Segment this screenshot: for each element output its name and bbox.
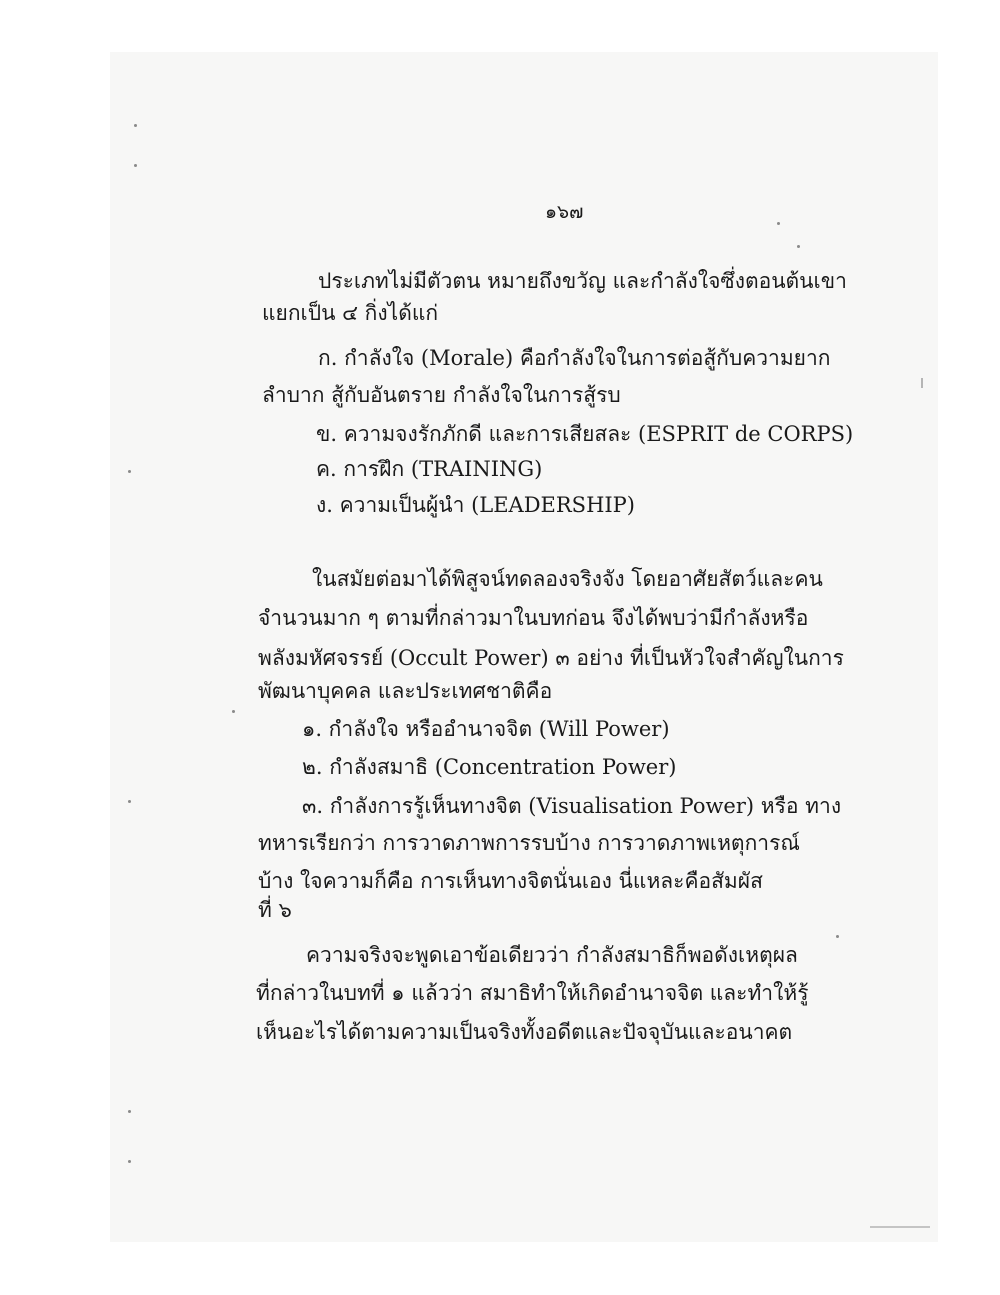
scan-speck <box>836 935 839 938</box>
text-line: ง. ความเป็นผู้นำ (LEADERSHIP) <box>316 493 635 517</box>
text-line: บ้าง ใจความก็คือ การเห็นทางจิตนั่นเอง นี่แหละคือสัมผัส <box>258 869 763 893</box>
text-line: ลำบาก สู้กับอันตราย กำลังใจในการสู้รบ <box>262 383 621 407</box>
text-line: พัฒนาบุคคล และประเทศชาติคือ <box>258 679 553 703</box>
scan-speck <box>232 710 235 713</box>
text-line: ค. การฝึก (TRAINING) <box>316 457 543 481</box>
scan-mark <box>921 378 923 388</box>
text-line: ในสมัยต่อมาได้พิสูจน์ทดลองจริงจัง โดยอาศัยสัตว์และคน <box>312 567 823 591</box>
text-line: พลังมหัศจรรย์ (Occult Power) ๓ อย่าง ที่เป็นหัวใจสำคัญในการ <box>258 646 844 670</box>
text-line: ที่กล่าวในบทที่ ๑ แล้วว่า สมาธิทำให้เกิดอำนาจจิต และทำให้รู้ <box>256 981 809 1005</box>
text-line: จำนวนมาก ๆ ตามที่กล่าวมาในบทก่อน จึงได้พบว่ามีกำลังหรือ <box>258 606 809 630</box>
scan-speck <box>128 470 131 473</box>
page-number: ๑๖๗ <box>545 201 584 223</box>
scan-speck <box>134 164 137 167</box>
text-line: ประเภทไม่มีตัวตน หมายถึงขวัญ และกำลังใจซึ่งตอนต้นเขา <box>318 269 847 293</box>
scan-speck <box>128 1160 131 1163</box>
text-line: ที่ ๖ <box>258 898 292 922</box>
text-line: ๑. กำลังใจ หรืออำนาจจิต (Will Power) <box>302 717 670 741</box>
scan-smudge <box>870 1226 930 1228</box>
text-line: แยกเป็น ๔ กิ่งได้แก่ <box>262 301 439 325</box>
scan-speck <box>134 124 137 127</box>
text-line: ทหารเรียกว่า การวาดภาพการรบบ้าง การวาดภาพเหตุการณ์ <box>258 831 800 855</box>
scan-speck <box>777 222 780 225</box>
text-line: เห็นอะไรได้ตามความเป็นจริงทั้งอดีตและปัจจุบันและอนาคต <box>256 1020 793 1044</box>
text-line: ความจริงจะพูดเอาข้อเดียวว่า กำลังสมาธิก็พอดังเหตุผล <box>306 943 798 967</box>
scan-speck <box>797 245 800 248</box>
text-line: ๒. กำลังสมาธิ (Concentration Power) <box>302 755 677 779</box>
scan-speck <box>128 800 131 803</box>
text-line: ข. ความจงรักภักดี และการเสียสละ (ESPRIT de CORPS) <box>316 422 854 446</box>
scan-speck <box>128 1110 131 1113</box>
text-line: ๓. กำลังการรู้เห็นทางจิต (Visualisation Power) หรือ ทาง <box>302 794 842 818</box>
text-line: ก. กำลังใจ (Morale) คือกำลังใจในการต่อสู้กับความยาก <box>318 346 831 370</box>
